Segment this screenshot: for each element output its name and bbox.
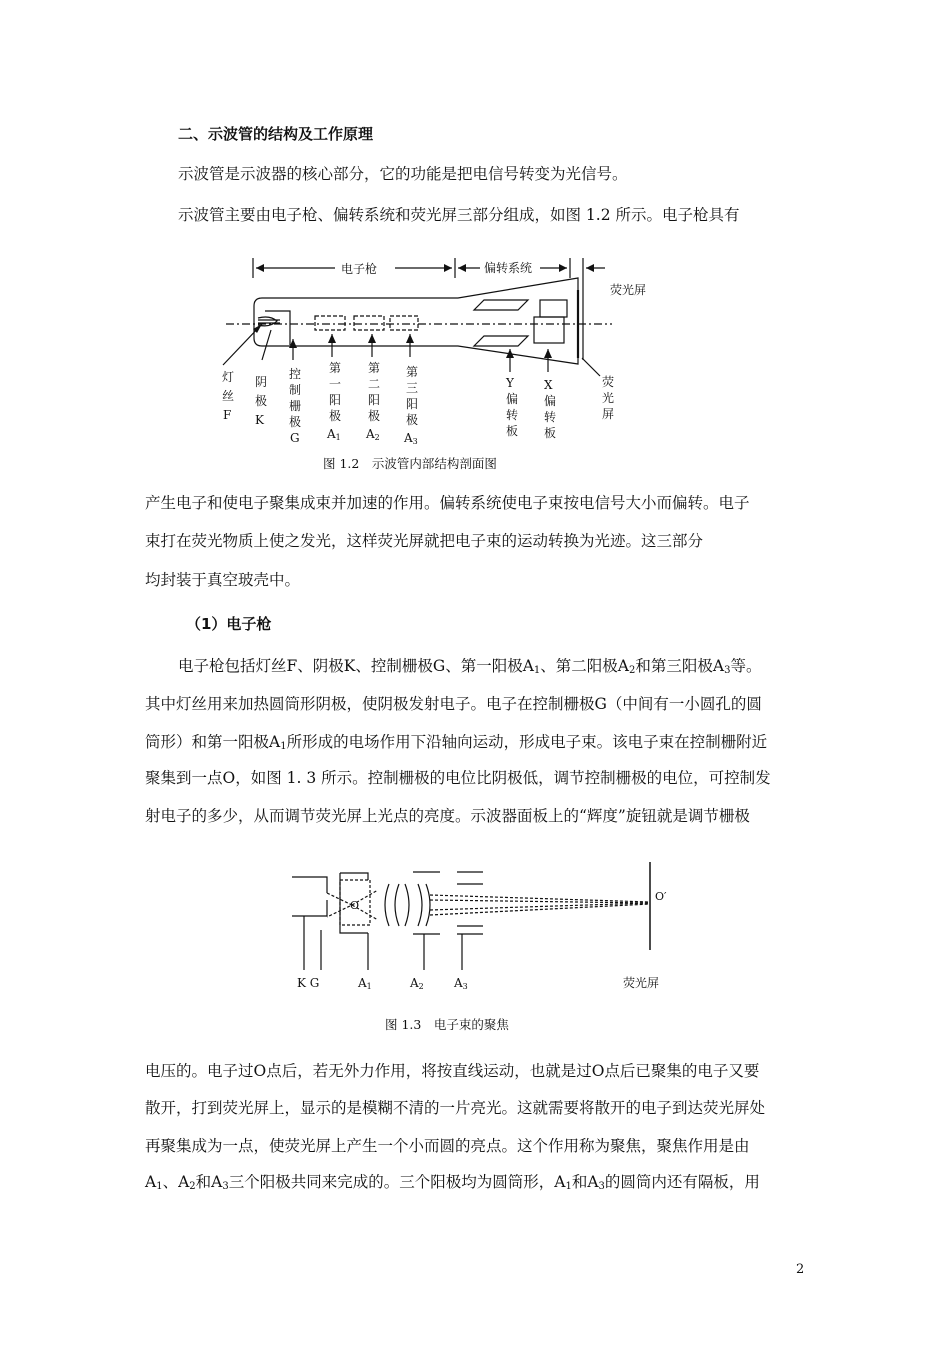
svg-text:第: 第 — [329, 361, 342, 375]
cathode-top — [292, 877, 327, 893]
svg-text:偏: 偏 — [544, 394, 557, 408]
paragraph-3-line-3: 均封装于真空玻壳中。 — [145, 571, 301, 589]
label-a1 — [326, 361, 341, 442]
svg-text:灯: 灯 — [222, 370, 235, 384]
svg-text:阳: 阳 — [406, 397, 419, 411]
svg-text:Y: Y — [506, 376, 514, 390]
svg-text:极: 极 — [368, 409, 381, 423]
svg-text:A1: A1 — [327, 427, 341, 442]
label-cathode — [255, 375, 267, 427]
pointer-cathode — [262, 330, 271, 360]
svg-text:X: X — [544, 378, 553, 392]
label-deflect: 偏转系统 — [484, 261, 533, 275]
svg-text:一: 一 — [329, 377, 342, 391]
subsection-title: （1）电子枪 — [186, 615, 272, 633]
svg-text:极: 极 — [289, 415, 302, 429]
svg-text:K: K — [255, 413, 264, 427]
paragraph-5-line-3: 再聚集成为一点，使荧光屏上产生一个小而圆的亮点。这个作用称为聚焦，聚焦作用是由 — [145, 1137, 750, 1155]
anode-a2 — [354, 316, 384, 330]
svg-text:二: 二 — [368, 377, 381, 391]
pointer-filament — [223, 324, 262, 365]
paragraph-3-line-1: 产生电子和使电子聚集成束并加速的作用。偏转系统使电子束按电信号大小而偏转。电子 — [145, 494, 750, 512]
x-plate-box — [534, 317, 564, 343]
label-x-plate — [544, 378, 556, 440]
svg-text:F: F — [223, 408, 232, 422]
grid-top — [340, 873, 368, 880]
section-title: 二、示波管的结构及工作原理 — [178, 125, 374, 143]
svg-text:极: 极 — [406, 413, 419, 427]
svg-text:三: 三 — [406, 381, 419, 395]
cathode-bottom — [292, 900, 327, 916]
label-a2 — [365, 361, 380, 442]
page-number: 2 — [796, 1262, 805, 1277]
svg-text:偏: 偏 — [506, 392, 519, 406]
svg-text:丝: 丝 — [222, 389, 235, 403]
label-a1-fig2: A1 — [358, 976, 372, 991]
svg-text:第: 第 — [368, 361, 381, 375]
paragraph-4-line-2: 其中灯丝用来加热圆筒形阴极，使阴极发射电子。电子在控制栅极G（中间有一小圆孔的圆 — [145, 695, 762, 713]
anode-a1 — [315, 316, 345, 330]
svg-text:A3: A3 — [404, 431, 418, 446]
label-o: O — [350, 899, 360, 912]
label-screen-top: 荧光屏 — [610, 283, 647, 297]
paragraph-2: 示波管主要由电子枪、偏转系统和荧光屏三部分组成，如图 1.2 所示。电子枪具有 — [178, 206, 740, 224]
x-plate-upper — [540, 300, 567, 317]
paragraph-5-line-4: $A_1$、$A_2$和$A_3$三个阳极共同来完成的。三个阳极均为圆筒形，$A_1$和$A_3$的圆筒内还有隔板，用 — [145, 1173, 760, 1192]
svg-text:栅: 栅 — [289, 399, 302, 413]
anode-a3 — [390, 316, 418, 330]
svg-text:光: 光 — [602, 391, 615, 405]
label-gun: 电子枪 — [341, 262, 378, 276]
figure-1-3-caption: 图 1.3 电子束的聚焦 — [385, 1017, 509, 1032]
label-kg: K G — [297, 976, 320, 990]
svg-text:荧: 荧 — [602, 375, 615, 389]
label-screen — [602, 375, 614, 421]
grid-left — [340, 873, 368, 933]
svg-text:板: 板 — [544, 426, 557, 440]
svg-text:转: 转 — [544, 410, 557, 424]
paragraph-4-line-3: 筒形）和第一阳极$A_1$所形成的电场作用下沿轴向运动，形成电子束。该电子束在控制栅附近 — [145, 733, 768, 752]
label-filament — [222, 369, 234, 422]
svg-text:阳: 阳 — [329, 393, 342, 407]
svg-text:极: 极 — [255, 394, 268, 408]
svg-text:屏: 屏 — [602, 407, 615, 421]
pointer-screen — [582, 358, 600, 376]
svg-text:阴: 阴 — [255, 375, 268, 389]
paragraph-5-line-1: 电压的。电子过O点后，若无外力作用，将按直线运动，也就是过O点后已聚集的电子又要 — [145, 1062, 760, 1080]
svg-text:G: G — [290, 431, 300, 445]
paragraph-5-line-2: 散开，打到荧光屏上，显示的是模糊不清的一片亮光。这就需要将散开的电子到达荧光屏处 — [145, 1099, 766, 1117]
label-a2-fig2: A2 — [410, 976, 424, 991]
label-grid — [289, 366, 301, 445]
y-plate-upper — [474, 300, 528, 310]
label-o-prime: O′ — [655, 890, 667, 903]
tube-outline — [254, 278, 578, 364]
svg-text:极: 极 — [329, 409, 342, 423]
svg-text:制: 制 — [289, 383, 302, 397]
svg-text:A2: A2 — [366, 427, 380, 442]
label-a3-fig2: A3 — [454, 976, 468, 991]
svg-text:阳: 阳 — [368, 393, 381, 407]
figure-1-2-caption: 图 1.2 示波管内部结构剖面图 — [323, 456, 497, 471]
y-plate-lower — [474, 336, 528, 346]
paragraph-4-line-4: 聚集到一点O，如图 1. 3 所示。控制栅极的电位比阴极低，调节控制栅极的电位，可控制发 — [145, 769, 771, 787]
label-screen-fig2: 荧光屏 — [623, 976, 660, 990]
svg-text:转: 转 — [506, 408, 519, 422]
grid-electrode — [265, 311, 290, 345]
paragraph-3-line-2: 束打在荧光物质上使之发光，这样荧光屏就把电子束的运动转换为光迹。这三部分 — [145, 532, 704, 550]
filament-loop — [258, 317, 277, 326]
label-a3 — [403, 365, 418, 446]
figure-1-3-focus-diagram — [292, 862, 650, 970]
paragraph-4-line-1: 电子枪包括灯丝F、阴极K、控制栅极G、第一阳极$A_1$、第二阳极$A_2$和第三阳极$A_3$等。 — [178, 657, 762, 676]
svg-text:控: 控 — [289, 367, 302, 381]
paragraph-1: 示波管是示波器的核心部分，它的功能是把电信号转变为光信号。 — [178, 165, 628, 183]
paragraph-4-line-5: 射电子的多少，从而调节荧光屏上光点的亮度。示波器面板上的“辉度”旋钮就是调节栅极 — [145, 807, 750, 825]
svg-text:第: 第 — [406, 365, 419, 379]
svg-text:板: 板 — [506, 424, 519, 438]
label-y-plate — [505, 376, 518, 438]
